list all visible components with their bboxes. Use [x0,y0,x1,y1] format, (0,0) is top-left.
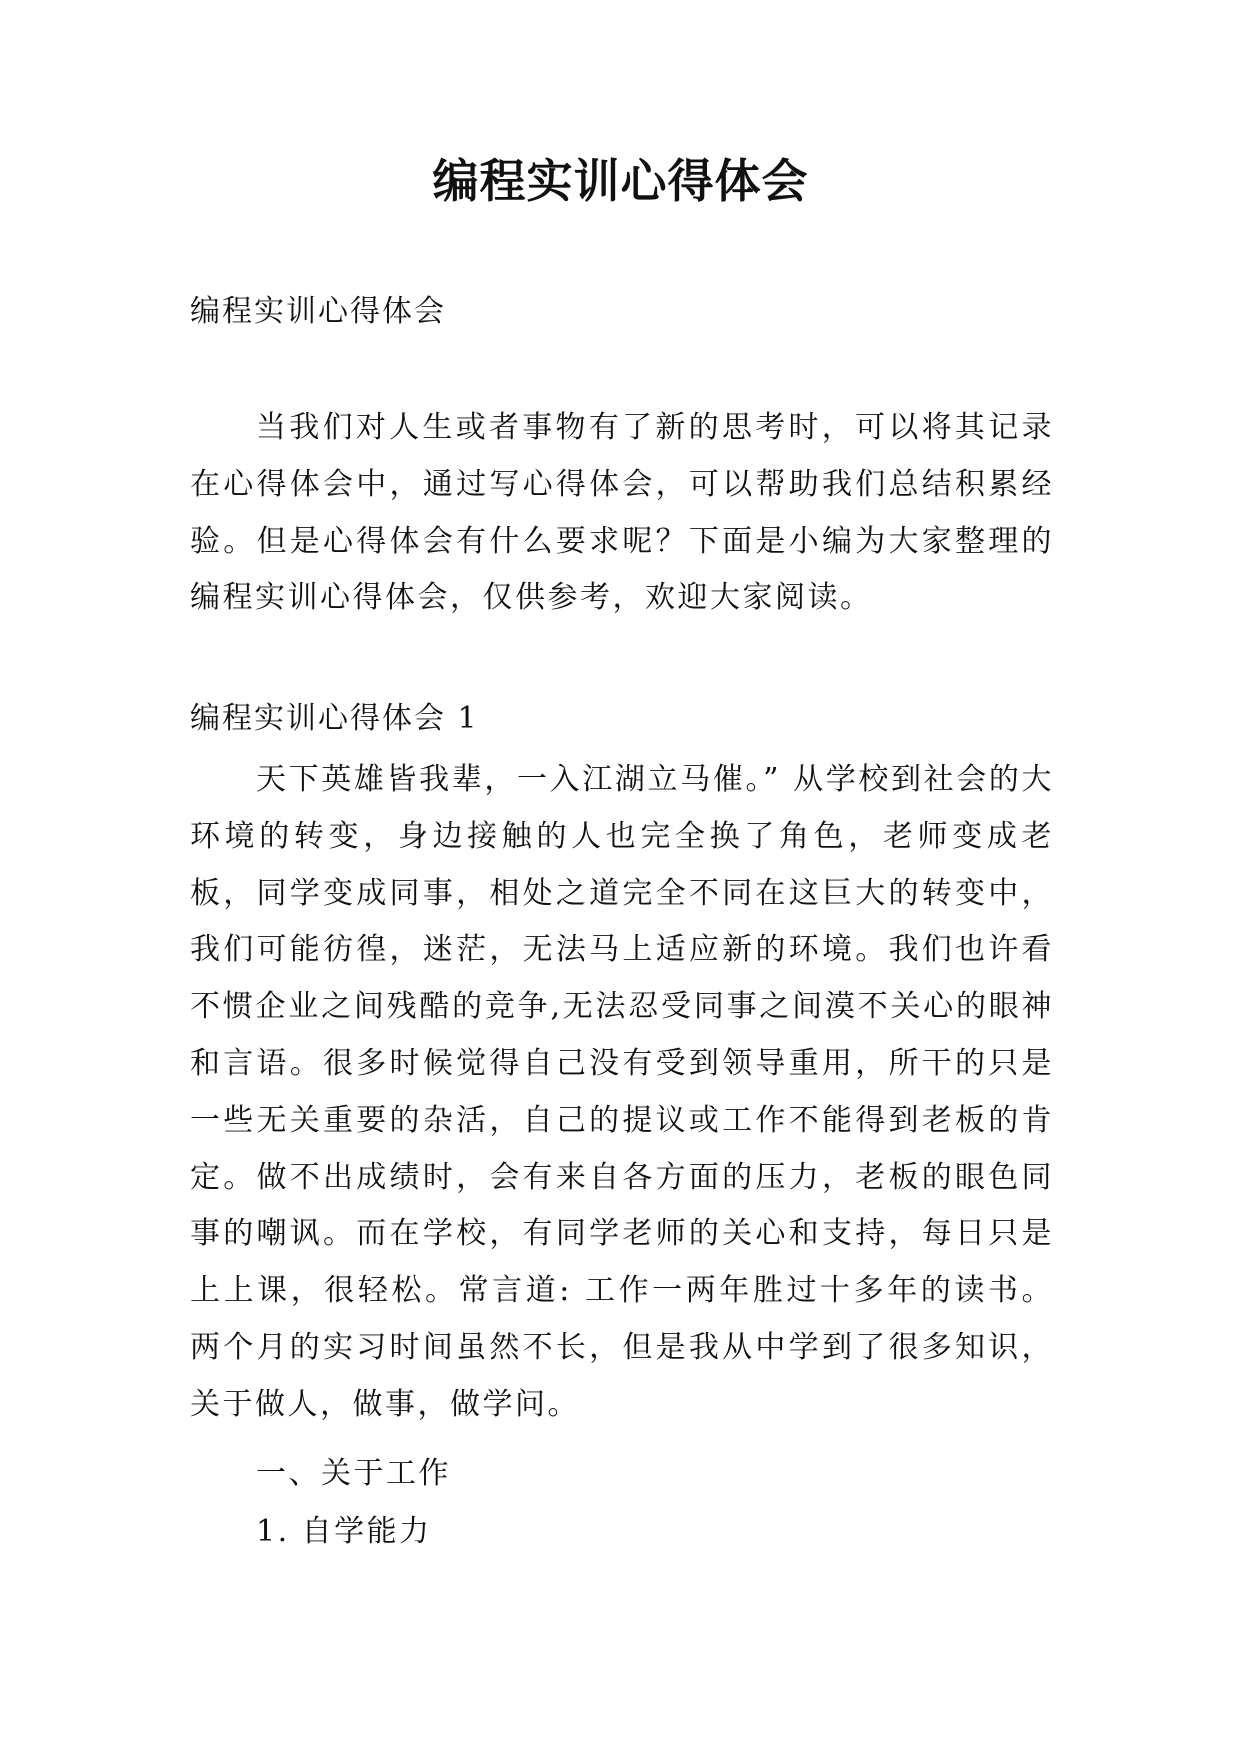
intro-block [190,400,1054,627]
intro-paragraph: 当我们对人生或者事物有了新的思考时，可以将其记录在心得体会中，通过写心得体会，可以帮助我们总结积累经验。但是心得体会有什么要求呢？下面是小编为大家整理的编程实训心得体会，仅供参考，欢迎大家阅读。 [190,410,1054,616]
work-subheading: 一、关于工作 [256,1456,451,1491]
section-body [190,752,1054,1434]
document-title: 编程实训心得体会 [432,154,809,208]
section-paragraph: 天下英雄皆我辈，一入江湖立马催。” 从学校到社会的大环境的转变，身边接触的人也完全换了角色，老师变成老板，同学变成同事，相处之道完全不同在这巨大的转变中，我们可能彷徨，迷茫，无法马上适应新的环境。我们也许看不惯企业之间残酷的竞争,无法忍受同事之间漠不关心的眼神和言语。很多时候觉得自己没有受到领导重用，所干的只是一些无关重要的杂活，自己的提议或工作不能得到老板的肯定。做不出成绩时，会有来自各方面的压力，老板的眼色同事的嘲讽。而在学校，有同学老师的关心和支持，每日只是上上课，很轻松。常言道: 工作一两年胜过十多年的读书。两个月的实习时间虽然不长，但是我从中学到了很多知识，关于做人，做事，做学问。 [190,762,1054,1422]
section-heading: 编程实训心得体会 1 [190,701,479,736]
self-study-item: 1. 自学能力 [256,1514,432,1549]
document-subtitle: 编程实训心得体会 [190,294,446,329]
